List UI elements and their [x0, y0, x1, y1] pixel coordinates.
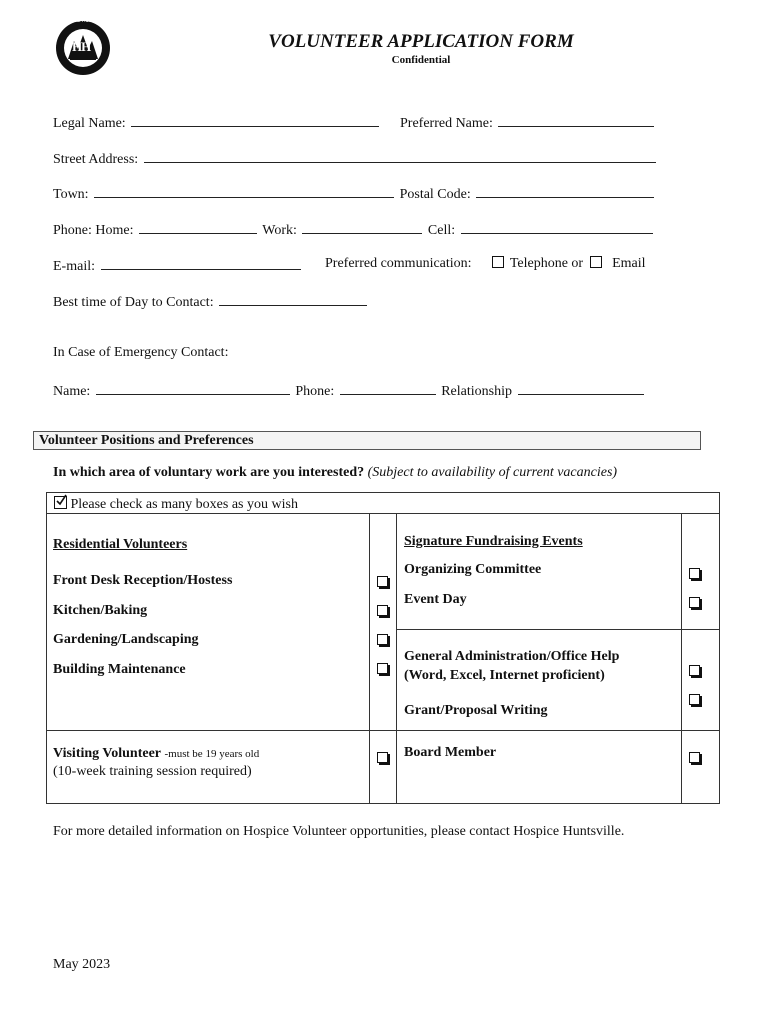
visiting-training: (10-week training session required): [53, 764, 252, 779]
preferred-comm-label: Preferred communication:: [325, 256, 472, 271]
visiting-checkbox[interactable]: [377, 752, 388, 763]
maintenance-checkbox[interactable]: [377, 663, 388, 674]
legal-name-field[interactable]: [131, 112, 379, 127]
grant-writing: Grant/Proposal Writing: [404, 703, 548, 718]
email-field[interactable]: [101, 255, 301, 270]
telephone-checkbox[interactable]: [492, 256, 504, 268]
postal-label: Postal Code:: [399, 187, 471, 202]
admin-line-1: General Administration/Office Help: [404, 649, 620, 664]
checked-box-icon: [54, 496, 67, 509]
preferred-name-field[interactable]: [498, 112, 654, 127]
event-day-checkbox[interactable]: [689, 597, 700, 608]
work-label: Work:: [262, 223, 297, 238]
residential-item-gardening: Gardening/Landscaping: [53, 632, 199, 647]
best-time-row: [53, 291, 369, 312]
fundraising-item-committee: Organizing Committee: [404, 562, 542, 577]
kitchen-checkbox[interactable]: [377, 605, 388, 616]
preferred-comm-row: [325, 255, 646, 273]
question-text: In which area of voluntary work are you interested?: [53, 465, 365, 480]
residential-item-maintenance: Building Maintenance: [53, 662, 186, 677]
table-row-divider-full: [46, 730, 720, 731]
best-time-label: Best time of Day to Contact:: [53, 295, 214, 310]
page-title: VOLUNTEER APPLICATION FORM: [268, 31, 574, 52]
question-note: (Subject to availability of current vacancies): [367, 465, 618, 480]
table-col-divider-2: [396, 513, 397, 804]
relationship-label: Relationship: [441, 384, 512, 399]
table-row-divider-right: [396, 629, 720, 630]
phone-home-label: Phone: Home:: [53, 223, 134, 238]
visiting-note: -must be 19 years old: [164, 748, 260, 760]
visiting-label: Visiting Volunteer: [53, 746, 161, 761]
residential-item-kitchen: Kitchen/Baking: [53, 603, 148, 618]
committee-checkbox[interactable]: [689, 568, 700, 579]
fundraising-item-event-day: Event Day: [404, 592, 467, 607]
emergency-heading: In Case of Emergency Contact:: [53, 345, 229, 360]
town-field[interactable]: [94, 183, 394, 198]
table-col-divider-1: [369, 513, 370, 804]
admin-checkbox[interactable]: [689, 665, 700, 676]
phone-home-field[interactable]: [139, 219, 257, 234]
emergency-phone-label: Phone:: [295, 384, 335, 399]
postal-field[interactable]: [476, 183, 654, 198]
email-option-label: Email: [612, 256, 646, 271]
email-label: E-mail:: [53, 259, 95, 274]
cell-field[interactable]: [461, 219, 653, 234]
check-instruction-row: [54, 496, 298, 514]
legal-name-row: [53, 112, 381, 133]
check-instruction: Please check as many boxes as you wish: [70, 497, 298, 512]
email-checkbox[interactable]: [590, 256, 602, 268]
logo-monogram: HH: [72, 39, 91, 54]
board-checkbox[interactable]: [689, 752, 700, 763]
front-desk-checkbox[interactable]: [377, 576, 388, 587]
relationship-field[interactable]: [518, 380, 644, 395]
grant-checkbox[interactable]: [689, 694, 700, 705]
emergency-phone-field[interactable]: [340, 380, 436, 395]
preferred-name-row: [400, 112, 656, 133]
residential-item-front-desk: Front Desk Reception/Hostess: [53, 573, 233, 588]
residential-heading: Residential Volunteers: [53, 537, 188, 552]
telephone-label: Telephone or: [509, 256, 584, 271]
emergency-row: [53, 380, 646, 401]
section-header: [33, 431, 701, 450]
preferred-name-label: Preferred Name:: [400, 116, 493, 131]
interest-question: [53, 464, 617, 482]
emergency-name-field[interactable]: [96, 380, 290, 395]
email-row: [53, 255, 303, 276]
cell-label: Cell:: [427, 223, 456, 238]
work-field[interactable]: [302, 219, 422, 234]
town-label: Town:: [53, 187, 89, 202]
visiting-row: [53, 745, 259, 763]
gardening-checkbox[interactable]: [377, 634, 388, 645]
town-row: [53, 183, 656, 204]
board-member: Board Member: [404, 745, 497, 760]
fundraising-heading: Signature Fundraising Events: [404, 534, 583, 549]
admin-line-2: (Word, Excel, Internet proficient): [404, 668, 605, 683]
confidential-label: Confidential: [391, 54, 451, 66]
form-date: May 2023: [53, 957, 111, 972]
street-field[interactable]: [144, 148, 656, 163]
best-time-field[interactable]: [219, 291, 367, 306]
street-row: [53, 148, 658, 169]
logo-ring-text: HOSPICE HUNTSVILLE: [58, 18, 113, 24]
street-label: Street Address:: [53, 152, 139, 167]
phone-row: [53, 219, 655, 240]
more-info-text: For more detailed information on Hospice Volunteer opportunities, please contact Hospice Huntsville.: [53, 824, 625, 839]
emergency-name-label: Name:: [53, 384, 91, 399]
section-title: Volunteer Positions and Preferences: [39, 433, 254, 448]
legal-name-label: Legal Name:: [53, 116, 126, 131]
table-col-divider-3: [681, 513, 682, 804]
